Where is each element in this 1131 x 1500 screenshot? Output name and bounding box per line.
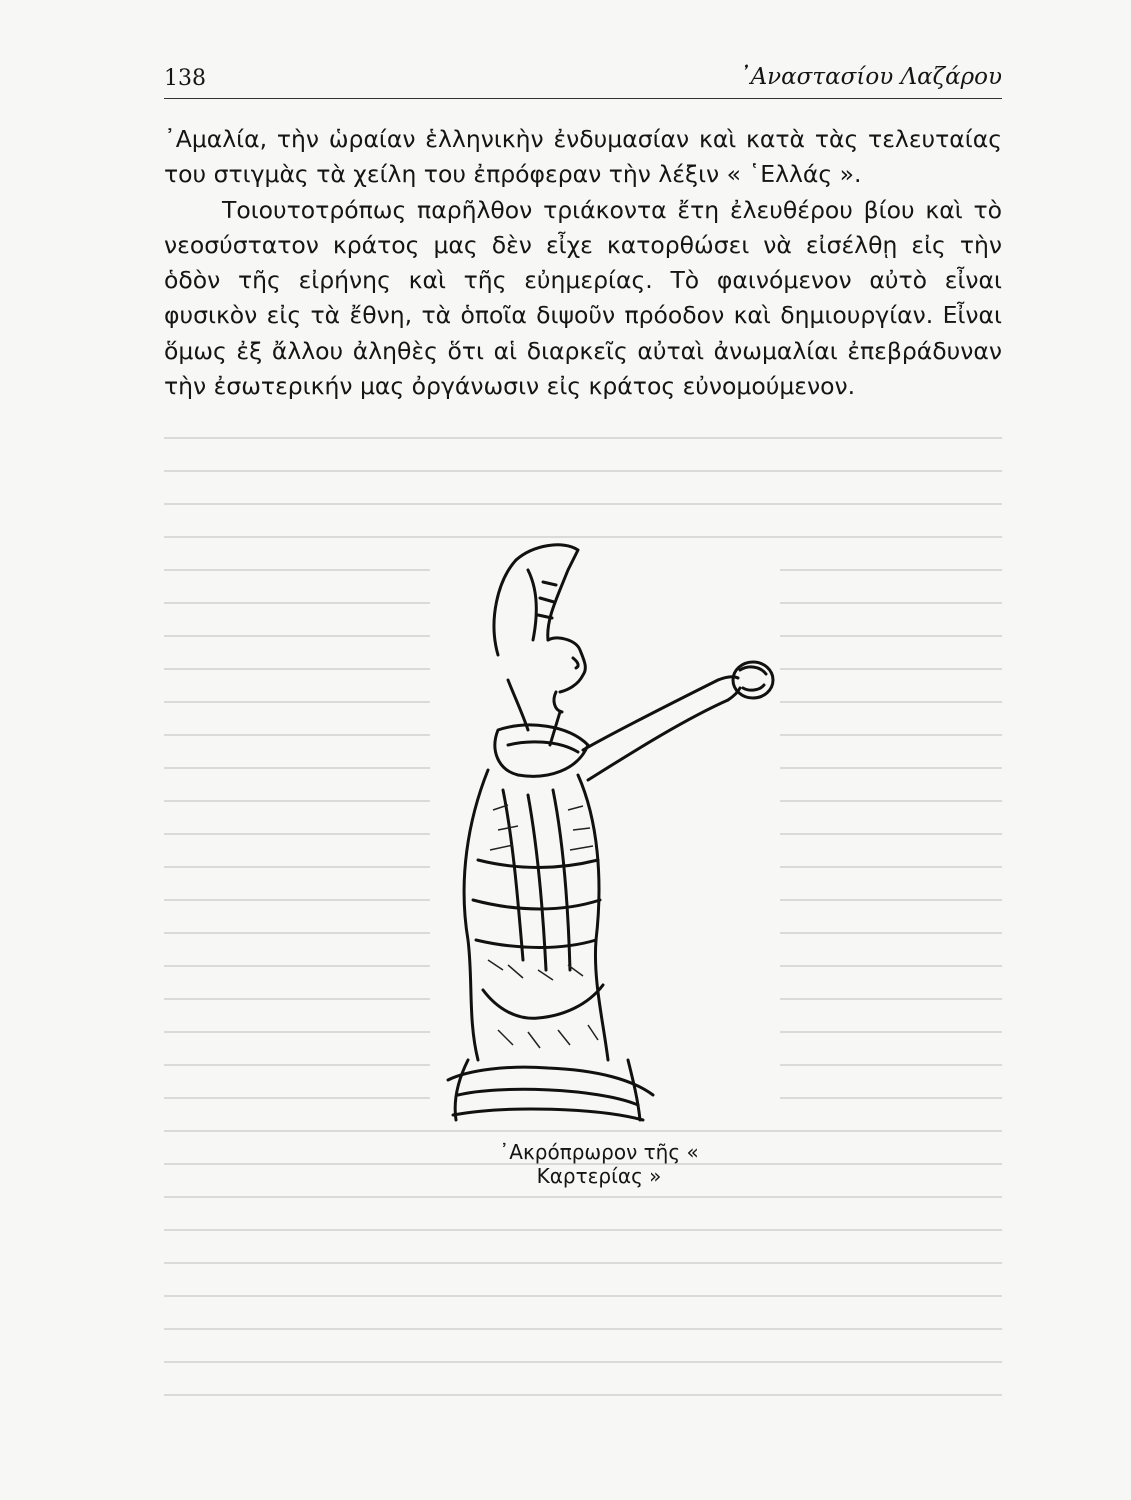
paragraph-1: ᾿Αμαλία, τὴν ὡραίαν ἑλληνικὴν ἐνδυμασίαν καὶ κατὰ τὰς τελευταίας του στιγμὰς τὰ χείλη του ἐπρόφεραν τὴν λέξιν « ῾Ελλάς ». [164,125,1002,189]
figure-caption: ᾿Ακρόπρωρον τῆς « Καρτερίας » [499,1140,699,1188]
paragraph-2: Τοιουτοτρόπως παρῆλθον τριάκοντα ἔτη ἐλευθέρου βίου καὶ τὸ νεοσύστατον κράτος μας δὲν εἶχε κατορθώσει νὰ εἰσέλθῃ εἰς τὴν ὁδὸν τῆς εἰρήνης καὶ τῆς εὐημερίας. Τὸ φαινόμενον αὐτὸ εἶναι φυσικὸν εἰς τὰ ἔθνη, τὰ ὁποῖα διψοῦν πρόοδον καὶ δημιουργίαν. Εἶναι ὅμως ἐξ ἄλλου ἀληθὲς ὅτι αἱ διαρκεῖς αὐταὶ ἀνωμαλίαι ἐπεβράδυναν τὴν ἐσωτερικήν μας ὀργάνωσιν εἰς κράτος εὐνομούμενον. [164,195,1002,401]
page-number: 138 [164,66,206,91]
running-head: ᾿Αναστασίου Λαζάρου [739,64,1002,90]
figurehead-illustration-icon [428,540,788,1140]
body-text [164,122,1002,404]
page-header [164,62,1002,99]
